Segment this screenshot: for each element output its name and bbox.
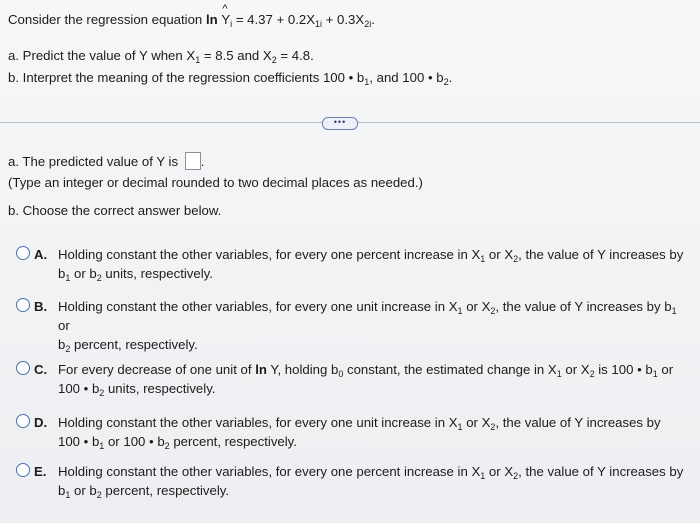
part-a-x1-sub: 1 <box>195 55 201 65</box>
opt-d-l1s2: 2 <box>490 422 496 432</box>
part-a-prefix: a. Predict the value of Y when X <box>8 48 196 63</box>
option-d-text <box>58 413 688 451</box>
opt-a-l1s2: 2 <box>513 254 519 264</box>
opt-b-l2b: percent, respectively. <box>70 337 198 352</box>
answer-input-box[interactable] <box>185 152 201 170</box>
opt-d-l1s1: 1 <box>457 422 463 432</box>
equation-y: Y <box>221 12 231 27</box>
opt-e-l2b: or b <box>70 483 97 498</box>
option-e-radio[interactable] <box>16 463 30 477</box>
more-button[interactable]: ••• <box>322 117 358 130</box>
option-b[interactable] <box>16 297 688 354</box>
equation-rhs-2: + 0.3X <box>322 12 365 27</box>
part-a-prompt <box>8 48 314 63</box>
part-b-prefix: b. Interpret the meaning of the regression coefficients 100 • b <box>8 70 365 85</box>
opt-a-l2c: units, respectively. <box>101 266 213 281</box>
opt-a-l2s1: 1 <box>65 273 71 283</box>
option-b-text <box>58 297 688 354</box>
part-b-sub1: 1 <box>364 77 370 87</box>
option-c-line1 <box>58 360 688 379</box>
part-b-prompt <box>8 70 452 85</box>
option-a-text <box>58 245 688 283</box>
opt-a-l2s2: 2 <box>96 273 102 283</box>
opt-c-l1ln: ln <box>255 362 267 377</box>
opt-c-l2s1: 2 <box>99 388 105 398</box>
option-e-line2 <box>58 481 688 500</box>
answer-b-label: b. Choose the correct answer below. <box>8 203 222 218</box>
opt-c-l1s4: 1 <box>652 369 658 379</box>
opt-e-l1s1: 1 <box>480 471 486 481</box>
opt-e-l2a: b <box>58 483 66 498</box>
opt-b-l1s1: 1 <box>457 306 463 316</box>
opt-c-l2a: 100 • b <box>58 381 100 396</box>
part-a-end: = 4.8. <box>276 48 314 63</box>
opt-c-l1s1: 0 <box>338 369 344 379</box>
opt-c-l1c: constant, the estimated change in X <box>343 362 557 377</box>
part-a-mid: = 8.5 and X <box>200 48 272 63</box>
opt-a-l2a: b <box>58 266 66 281</box>
opt-e-l1s2: 2 <box>513 471 519 481</box>
option-a-letter: A. <box>34 247 48 262</box>
opt-e-l1c: , the value of Y increases by <box>518 464 684 479</box>
option-c-text <box>58 360 688 398</box>
opt-d-l2b: or 100 • b <box>104 434 165 449</box>
option-b-letter: B. <box>34 299 48 314</box>
part-a-x2-sub: 2 <box>271 55 277 65</box>
opt-c-l1d: or X <box>561 362 590 377</box>
opt-a-l1b: or X <box>485 247 514 262</box>
option-a-line1 <box>58 245 688 264</box>
option-e-text <box>58 462 688 500</box>
opt-d-l2c: percent, respectively. <box>169 434 297 449</box>
answer-a-label: a. The predicted value of Y is <box>8 154 179 169</box>
answer-a-end: . <box>200 154 205 169</box>
option-d-line2 <box>58 432 688 451</box>
opt-b-l2a: b <box>58 337 66 352</box>
opt-e-l2s2: 2 <box>96 490 102 500</box>
opt-b-l1b: or X <box>462 299 491 314</box>
opt-c-l2b: units, respectively. <box>104 381 216 396</box>
option-c-letter: C. <box>34 362 48 377</box>
equation-ln: ln <box>205 12 218 27</box>
opt-d-l2s1: 1 <box>99 441 105 451</box>
question-equation <box>8 12 375 27</box>
opt-a-l2b: or b <box>70 266 97 281</box>
opt-c-l1s3: 2 <box>589 369 595 379</box>
opt-e-l2s1: 1 <box>65 490 71 500</box>
option-c-radio[interactable] <box>16 361 30 375</box>
option-a-line2 <box>58 264 688 283</box>
opt-d-l1a: Holding constant the other variables, for every one unit increase in X <box>58 415 458 430</box>
opt-e-l2c: percent, respectively. <box>101 483 230 498</box>
option-d-line1 <box>58 413 688 432</box>
opt-c-l1b: Y, holding b <box>266 362 339 377</box>
option-a[interactable] <box>16 245 688 285</box>
option-d[interactable] <box>16 413 688 453</box>
opt-d-l1b: or X <box>462 415 491 430</box>
opt-c-l1f: or <box>657 362 674 377</box>
answer-a-hint: (Type an integer or decimal rounded to two decimal places as needed.) <box>8 175 423 190</box>
option-b-line1 <box>58 297 688 335</box>
option-d-letter: D. <box>34 415 48 430</box>
option-a-radio[interactable] <box>16 246 30 260</box>
opt-d-l2a: 100 • b <box>58 434 100 449</box>
part-b-mid: , and 100 • b <box>369 70 444 85</box>
part-b-end: . <box>448 70 453 85</box>
opt-b-l1a: Holding constant the other variables, for every one unit increase in X <box>58 299 458 314</box>
opt-b-l2s1: 2 <box>65 344 71 354</box>
equation-i-sub: i <box>230 19 233 29</box>
opt-c-l1s2: 1 <box>556 369 562 379</box>
opt-d-l2s2: 2 <box>164 441 170 451</box>
question-intro: Consider the regression equation <box>8 12 203 27</box>
opt-b-l1d: or <box>58 318 70 333</box>
equation-rhs-1-sub: 1i <box>315 19 323 29</box>
opt-c-l1e: is 100 • b <box>594 362 653 377</box>
option-c-line2 <box>58 379 688 398</box>
equation-end: . <box>371 12 375 27</box>
opt-e-l1b: or X <box>485 464 514 479</box>
opt-a-l1c: , the value of Y increases by <box>518 247 684 262</box>
option-e-line1 <box>58 462 688 481</box>
opt-b-l1c: , the value of Y increases by b <box>495 299 672 314</box>
option-b-line2 <box>58 335 688 354</box>
equation-rhs-1: = 4.37 + 0.2X <box>232 12 316 27</box>
opt-a-l1s1: 1 <box>480 254 486 264</box>
opt-a-l1a: Holding constant the other variables, for every one percent increase in X <box>58 247 481 262</box>
answer-a-row <box>8 152 204 170</box>
option-c[interactable] <box>16 360 688 400</box>
opt-b-l1s2: 2 <box>490 306 496 316</box>
option-b-radio[interactable] <box>16 298 30 312</box>
opt-c-l1a: For every decrease of one unit of <box>58 362 256 377</box>
option-e[interactable] <box>16 462 688 502</box>
part-b-sub2: 2 <box>443 77 449 87</box>
opt-b-l1s3: 1 <box>671 306 677 316</box>
opt-e-l1a: Holding constant the other variables, for every one percent increase in X <box>58 464 481 479</box>
option-e-letter: E. <box>34 464 47 479</box>
opt-d-l1c: , the value of Y increases by <box>495 415 661 430</box>
equation-rhs-2-sub: 2i <box>364 19 372 29</box>
option-d-radio[interactable] <box>16 414 30 428</box>
y-hat <box>221 12 233 29</box>
